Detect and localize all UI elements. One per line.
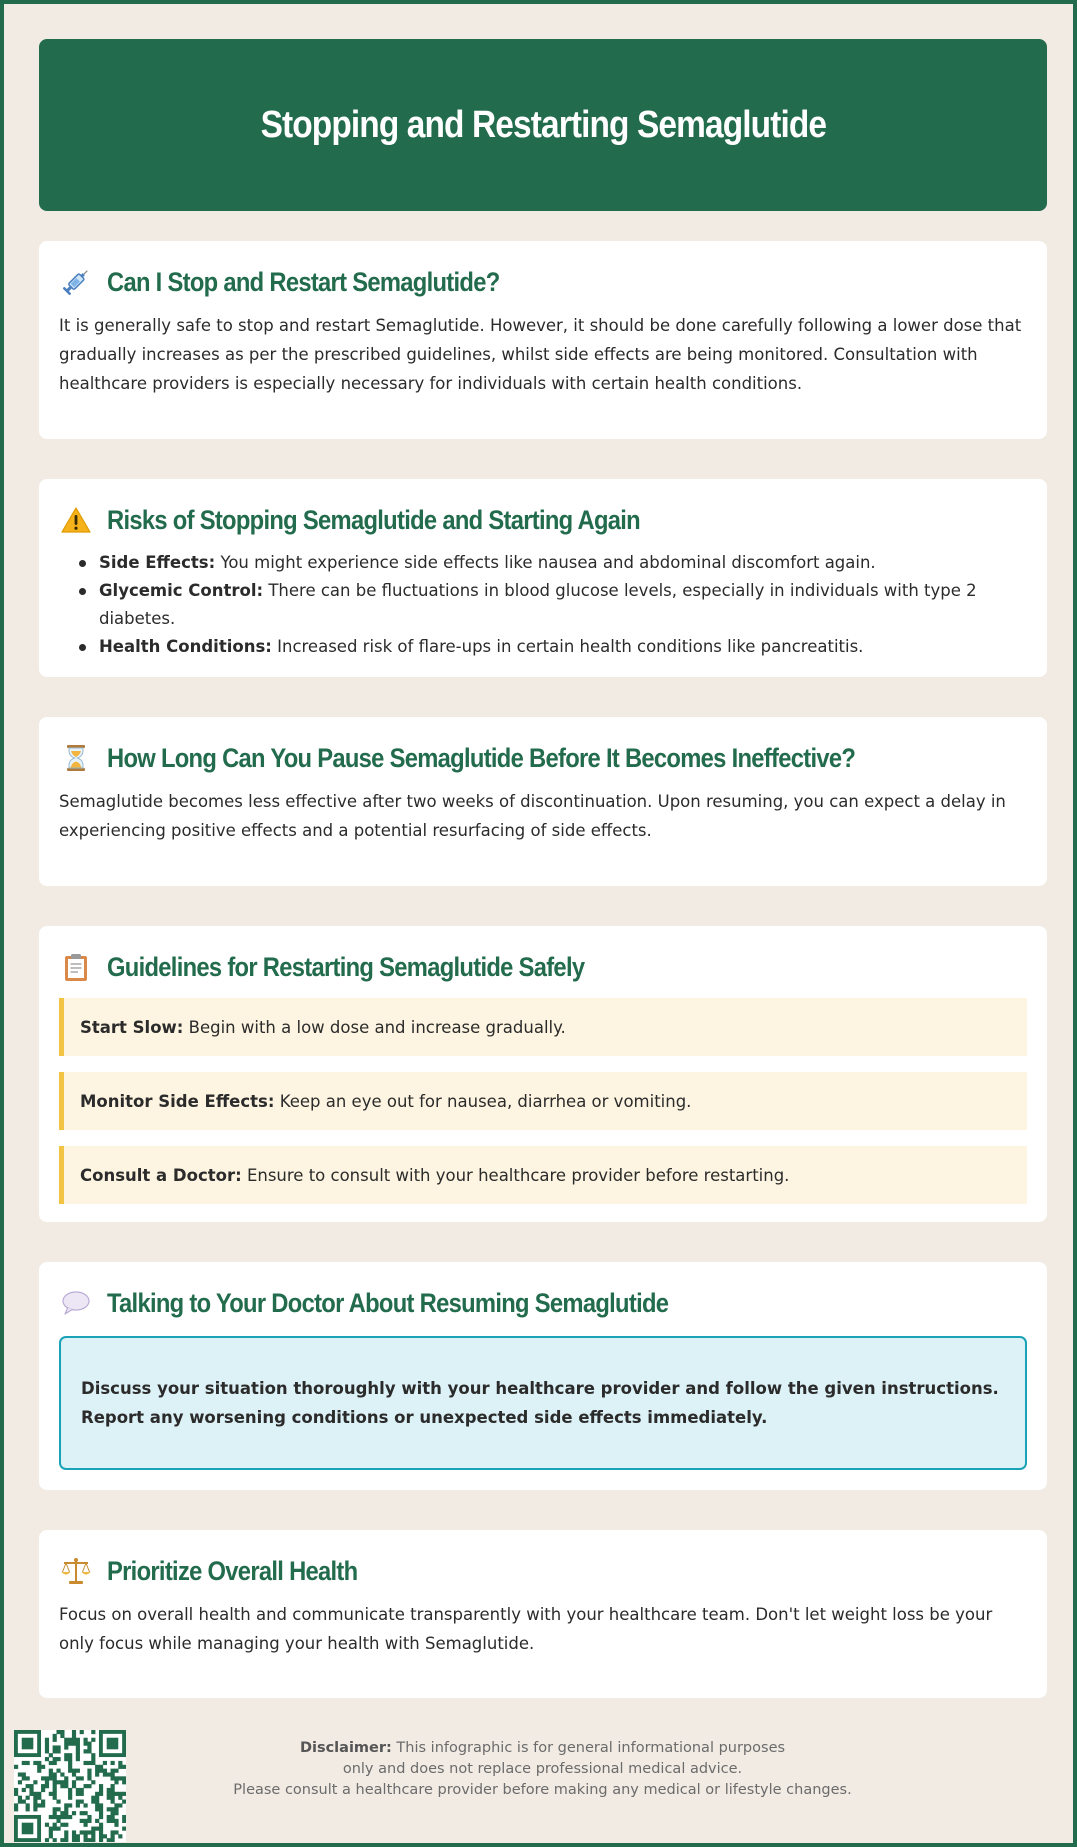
qr-module <box>84 1834 88 1838</box>
qr-module <box>111 1815 115 1819</box>
qr-module <box>41 1803 45 1807</box>
qr-module <box>111 1819 115 1823</box>
section-stop-restart <box>39 241 1047 439</box>
qr-module <box>64 1838 68 1842</box>
qr-module <box>80 1730 84 1734</box>
qr-module <box>84 1819 88 1823</box>
qr-module <box>22 1823 34 1835</box>
qr-module <box>53 1811 57 1815</box>
section-risks <box>39 479 1047 677</box>
disclaimer-text: This infographic is for general informational purposes <box>391 1740 786 1756</box>
qr-module <box>53 1807 57 1811</box>
tip-content <box>80 1092 691 1111</box>
qr-module <box>68 1815 72 1819</box>
qr-module <box>118 1803 122 1807</box>
section-header <box>59 501 1027 539</box>
qr-module <box>107 1819 111 1823</box>
qr-module <box>53 1838 57 1842</box>
qr-module <box>56 1815 60 1819</box>
qr-module <box>72 1838 76 1842</box>
section-pause <box>39 717 1047 886</box>
section-header <box>59 739 1027 777</box>
qr-module <box>84 1811 88 1815</box>
qr-module <box>114 1830 118 1834</box>
qr-module <box>60 1823 64 1827</box>
qr-module <box>72 1730 76 1734</box>
qr-module <box>26 1803 30 1807</box>
qr-module <box>26 1807 30 1811</box>
qr-module <box>91 1830 95 1834</box>
qr-module <box>87 1830 91 1834</box>
qr-module <box>64 1834 68 1838</box>
disclaimer-line-3: Please consult a healthcare provider before making any medical or lifestyle changes. <box>233 1782 852 1798</box>
qr-module <box>84 1823 88 1827</box>
disclaimer-label: Disclaimer: <box>299 1740 392 1756</box>
qr-module <box>14 1807 18 1811</box>
qr-module <box>111 1811 115 1815</box>
qr-module <box>107 1815 111 1819</box>
list-item <box>79 549 1027 577</box>
qr-module <box>64 1815 68 1819</box>
qr-module <box>87 1815 91 1819</box>
qr-module <box>37 1803 41 1807</box>
qr-module <box>56 1827 60 1831</box>
section-title: Guidelines for Restarting Semaglutide Safely <box>107 951 585 982</box>
qr-module <box>99 1830 103 1834</box>
hourglass-icon <box>59 741 93 775</box>
qr-module <box>107 1807 111 1811</box>
qr-module <box>14 1803 18 1807</box>
section-text: Focus on overall health and communicate transparently with your healthcare team. Don't let weight loss be your only focus while managing your health with Semaglutide. <box>59 1605 993 1653</box>
qr-module <box>87 1838 91 1842</box>
qr-module <box>80 1811 84 1815</box>
qr-module <box>76 1834 80 1838</box>
qr-module <box>49 1830 53 1834</box>
qr-module <box>84 1803 88 1807</box>
item-text: You might experience side effects like nausea and abdominal discomfort again. <box>215 553 876 572</box>
qr-module <box>111 1807 115 1811</box>
section-title: Risks of Stopping Semaglutide and Starting Again <box>107 504 640 535</box>
qr-module <box>91 1834 95 1838</box>
tip-item <box>59 1146 1027 1204</box>
qr-module <box>99 1803 103 1807</box>
item-label: Health Conditions: <box>99 637 272 656</box>
risks-list <box>59 549 1027 661</box>
qr-module <box>95 1819 99 1823</box>
qr-module <box>49 1834 53 1838</box>
qr-module <box>95 1803 99 1807</box>
qr-module <box>99 1807 103 1811</box>
qr-module <box>95 1827 99 1831</box>
page-title: Stopping and Restarting Semaglutide <box>260 103 826 146</box>
speech-bubble-icon <box>59 1286 93 1320</box>
qr-module <box>99 1811 103 1815</box>
qr-module <box>84 1830 88 1834</box>
qr-module <box>114 1823 118 1827</box>
disclaimer <box>8 1738 1077 1801</box>
qr-module <box>111 1830 115 1834</box>
qr-module <box>107 1838 111 1842</box>
section-header <box>59 1552 1027 1590</box>
section-title: Prioritize Overall Health <box>107 1555 358 1586</box>
qr-module <box>95 1807 99 1811</box>
qr-module <box>53 1827 57 1831</box>
section-title: Can I Stop and Restart Semaglutide? <box>107 266 500 297</box>
qr-module <box>60 1730 64 1734</box>
section-doctor <box>39 1262 1047 1490</box>
qr-module <box>68 1803 72 1807</box>
section-guidelines <box>39 926 1047 1222</box>
tip-text: Ensure to consult with your healthcare provider before restarting. <box>241 1165 790 1185</box>
qr-module <box>56 1730 60 1734</box>
footer <box>8 1729 1077 1847</box>
tip-item <box>59 998 1027 1056</box>
qr-module <box>49 1815 53 1819</box>
item-label: Glycemic Control: <box>99 581 264 600</box>
item-text: There can be fluctuations in blood glucose levels, especially in individuals with type 2 diabetes. <box>99 581 977 628</box>
qr-module <box>111 1838 115 1842</box>
qr-module <box>64 1811 68 1815</box>
qr-module <box>60 1815 64 1819</box>
section-header <box>59 263 1027 301</box>
qr-module <box>114 1819 118 1823</box>
section-title: How Long Can You Pause Semaglutide Before It Becomes Ineffective? <box>107 742 856 773</box>
qr-module <box>45 1823 49 1827</box>
qr-module <box>80 1819 84 1823</box>
qr-module <box>64 1830 68 1834</box>
qr-module <box>80 1830 84 1834</box>
qr-module <box>56 1819 60 1823</box>
qr-module <box>53 1823 57 1827</box>
tip-content <box>80 1166 789 1185</box>
qr-module <box>76 1803 80 1807</box>
qr-module <box>91 1838 95 1842</box>
qr-module <box>91 1827 95 1831</box>
tip-text: Begin with a low dose and increase gradually. <box>183 1017 566 1037</box>
qr-module <box>122 1815 126 1819</box>
qr-module <box>64 1823 68 1827</box>
qr-module <box>118 1834 122 1838</box>
syringe-icon <box>59 265 93 299</box>
tip-item <box>59 1072 1027 1130</box>
item-text: Increased risk of flare-ups in certain health conditions like pancreatitis. <box>271 637 864 656</box>
qr-module <box>111 1834 115 1838</box>
qr-module <box>64 1807 68 1811</box>
qr-module <box>99 1838 103 1842</box>
section-text: It is generally safe to stop and restart Semaglutide. However, it should be done carefully following a lower dose that gradually increases as per the prescribed guidelines, whilst side effects are being monitored. Consultation with healthcare providers is especially necessary for individuals with certain health conditions. <box>59 316 1022 393</box>
qr-module <box>99 1834 103 1838</box>
page-header <box>39 39 1047 211</box>
qr-module <box>114 1803 118 1807</box>
qr-module <box>33 1807 37 1811</box>
item-label: Side Effects: <box>99 553 216 572</box>
qr-module <box>99 1827 103 1831</box>
qr-module <box>84 1838 88 1842</box>
qr-module <box>91 1730 95 1734</box>
tip-label: Consult a Doctor: <box>80 1165 242 1185</box>
qr-module <box>103 1834 107 1838</box>
qr-module <box>33 1803 37 1807</box>
qr-module <box>99 1815 103 1819</box>
qr-module <box>53 1815 57 1819</box>
balance-scale-icon <box>59 1554 93 1588</box>
qr-module <box>45 1838 49 1842</box>
qr-module <box>76 1838 80 1842</box>
list-item <box>79 633 1027 661</box>
qr-module <box>64 1803 68 1807</box>
section-header <box>59 1284 1027 1322</box>
qr-module <box>72 1830 76 1834</box>
qr-module <box>122 1827 126 1831</box>
section-title: Talking to Your Doctor About Resuming Semaglutide <box>107 1287 669 1318</box>
qr-module <box>99 1823 103 1827</box>
qr-module <box>114 1807 118 1811</box>
qr-module <box>114 1811 118 1815</box>
tip-content <box>80 1018 566 1037</box>
section-header <box>59 948 1027 986</box>
list-item <box>79 577 1027 633</box>
qr-module <box>56 1807 60 1811</box>
qr-module <box>49 1827 53 1831</box>
tip-text: Keep an eye out for nausea, diarrhea or vomiting. <box>274 1091 692 1111</box>
qr-module <box>122 1819 126 1823</box>
qr-module <box>60 1838 64 1842</box>
section-text: Semaglutide becomes less effective after two weeks of discontinuation. Upon resuming, you can expect a delay in experiencing positive effects and a potential resurfacing of side effects. <box>59 792 1006 840</box>
callout-box: Discuss your situation thoroughly with your healthcare provider and follow the given instructions. Report any worsening conditions or unexpected side effects immediately. <box>59 1336 1027 1470</box>
warning-icon <box>59 503 93 537</box>
qr-module <box>60 1811 64 1815</box>
qr-module <box>72 1834 76 1838</box>
disclaimer-line-1 <box>8 1738 1077 1759</box>
qr-module <box>72 1811 76 1815</box>
qr-module <box>87 1819 91 1823</box>
disclaimer-line-2: only and does not replace professional medical advice. <box>342 1761 743 1777</box>
tip-label: Start Slow: <box>80 1017 184 1037</box>
tip-label: Monitor Side Effects: <box>80 1091 275 1111</box>
section-overall-health <box>39 1530 1047 1698</box>
clipboard-icon <box>59 950 93 984</box>
